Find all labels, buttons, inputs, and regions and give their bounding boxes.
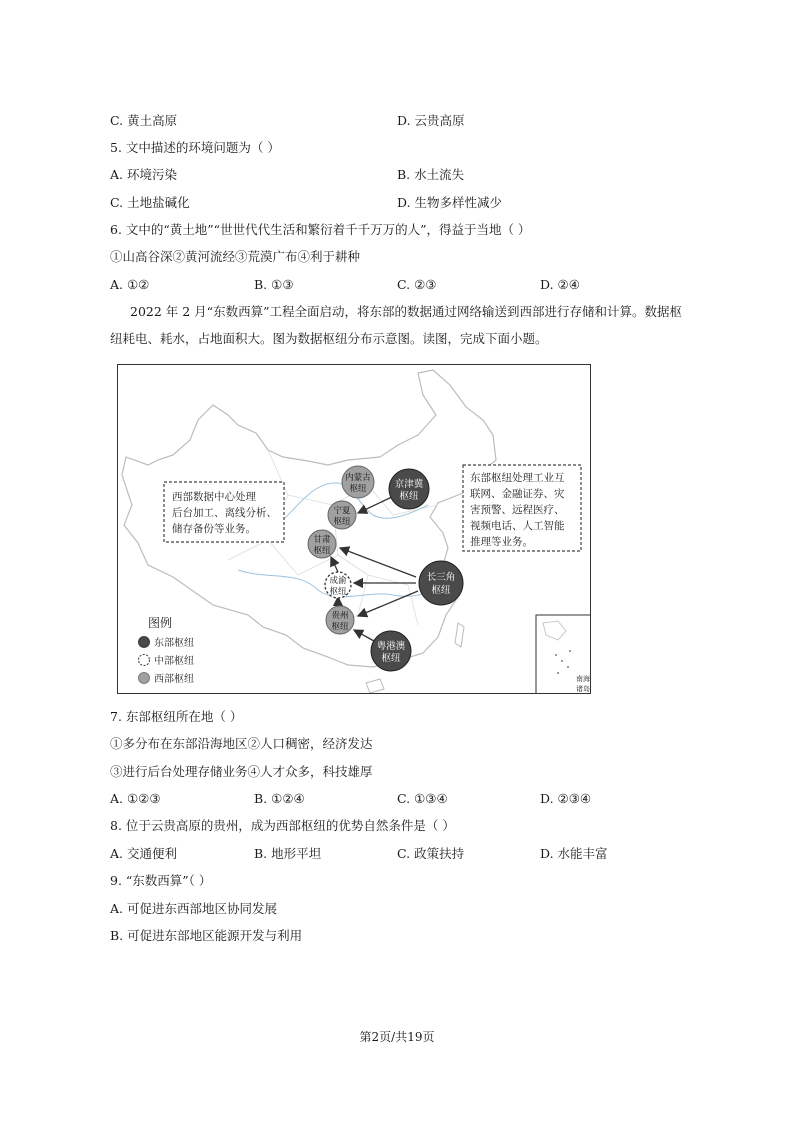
q5-option-d: D. 生物多样性减少 — [397, 195, 503, 210]
hub-changsanjiao — [419, 561, 463, 605]
q8-option-a: A. 交通便利 — [110, 846, 177, 861]
west-box-line-1: 西部数据中心处理 — [172, 491, 256, 503]
q6-stem: 6. 文中的“黄土地”“世世代代生活和繁衍着千千万万的人”，得益于当地（ ） — [110, 222, 531, 237]
hub-chengyu — [325, 572, 351, 598]
inset-label-line-1: 南海 — [576, 675, 590, 683]
hub-ningxia — [328, 501, 356, 529]
q6-option-c: C. ②③ — [397, 277, 437, 292]
taiwan-outline — [455, 623, 464, 647]
svg-text:贵州: 贵州 — [331, 611, 349, 621]
legend-east-label: 东部枢纽 — [154, 638, 194, 649]
q4-option-c: C. 黄土高原 — [110, 113, 178, 128]
south-china-sea-inset — [536, 615, 591, 694]
q7-option-a: A. ①②③ — [110, 791, 161, 806]
passage-line-1: 2022 年 2 月“东数西算”工程全面启动，将东部的数据通过网络输送到西部进行存储和计算。数据枢 — [130, 304, 682, 319]
q8-option-d: D. 水能丰富 — [540, 846, 608, 861]
svg-text:枢纽: 枢纽 — [313, 546, 331, 556]
arrow-jingjinji-to-ningxia — [358, 496, 394, 513]
q7-option-d: D. ②③④ — [540, 791, 592, 806]
east-box-line-2: 联网、金融证券、灾 — [470, 488, 565, 500]
inset-label-line-2: 诸岛 — [576, 685, 590, 693]
q4-option-d: D. 云贵高原 — [397, 113, 465, 128]
q7-items-1: ①多分布在东部沿海地区②人口稠密，经济发达 — [110, 736, 373, 751]
svg-text:粤港澳: 粤港澳 — [376, 641, 406, 652]
arrow-changsanjiao-to-gansu — [340, 548, 416, 577]
west-box-line-2: 后台加工、离线分析、 — [172, 507, 277, 519]
hub-yuegang — [371, 631, 411, 671]
legend-title: 图例 — [148, 616, 173, 630]
hub-guizhou — [326, 606, 354, 634]
svg-text:枢纽: 枢纽 — [349, 484, 367, 494]
page-footer: 第2页/共19页 — [359, 1030, 435, 1044]
legend-central-swatch — [139, 655, 150, 666]
q6-option-a: A. ①② — [110, 277, 150, 292]
legend-west-label: 西部枢纽 — [154, 674, 194, 685]
q8-option-c: C. 政策扶持 — [397, 846, 465, 861]
passage-line-2: 纽耗电、耗水，占地面积大。图为数据枢纽分布示意图。读图，完成下面小题。 — [110, 331, 548, 346]
hub-neimenggu — [342, 466, 374, 498]
svg-text:成渝: 成渝 — [329, 576, 347, 586]
q9-stem: 9. “东数西算”（ ） — [110, 873, 212, 888]
q9-option-a: A. 可促进东西部地区协同发展 — [110, 901, 277, 916]
hub-gansu — [308, 530, 336, 558]
q6-option-b: B. ①③ — [254, 277, 294, 292]
hub-jingjinji — [389, 469, 429, 509]
map-legend — [139, 615, 195, 685]
q6-items: ①山高谷深②黄河流经③荒漠广布④利于耕种 — [110, 249, 361, 264]
q7-option-c: C. ①③④ — [397, 791, 448, 806]
q5-stem: 5. 文中描述的环境问题为（ ） — [110, 140, 280, 155]
svg-text:枢纽: 枢纽 — [431, 585, 451, 596]
east-box-line-1: 东部枢纽处理工业互 — [470, 472, 565, 484]
legend-west-swatch — [139, 673, 150, 684]
q7-stem: 7. 东部枢纽所在地（ ） — [110, 709, 243, 724]
east-box-line-4: 视频电话、人工智能 — [470, 520, 565, 532]
legend-central-label: 中部枢纽 — [154, 656, 194, 667]
svg-text:枢纽: 枢纽 — [329, 587, 347, 597]
legend-east-swatch — [139, 637, 150, 648]
q7-option-b: B. ①②④ — [254, 791, 305, 806]
arrow-yuegang-to-guizhou — [354, 630, 374, 641]
q5-option-b: B. 水土流失 — [397, 167, 465, 182]
hainan-outline — [366, 679, 384, 693]
q9-option-b: B. 可促进东部地区能源开发与利用 — [110, 928, 303, 943]
svg-text:枢纽: 枢纽 — [381, 653, 401, 664]
arrow-chengyu-to-gansu — [331, 557, 338, 572]
east-box-line-3: 害预警、远程医疗、 — [470, 504, 565, 516]
q6-option-d: D. ②④ — [540, 277, 580, 292]
east-box-line-5: 推理等业务。 — [470, 536, 533, 548]
svg-text:枢纽: 枢纽 — [331, 622, 349, 632]
svg-text:内蒙古: 内蒙古 — [345, 473, 371, 483]
q8-stem: 8. 位于云贵高原的贵州，成为西部枢纽的优势自然条件是（ ） — [110, 818, 455, 833]
q8-option-b: B. 地形平坦 — [254, 846, 322, 861]
svg-text:宁夏: 宁夏 — [333, 506, 351, 516]
svg-text:甘肃: 甘肃 — [313, 535, 331, 545]
svg-text:枢纽: 枢纽 — [333, 517, 351, 527]
svg-text:京津冀: 京津冀 — [394, 479, 424, 490]
q7-items-2: ③进行后台处理存储业务④人才众多，科技雄厚 — [110, 764, 373, 779]
q5-option-a: A. 环境污染 — [110, 167, 177, 182]
data-hub-map — [117, 364, 591, 694]
west-box-line-3: 储存备份等业务。 — [172, 523, 256, 535]
q5-option-c: C. 土地盐碱化 — [110, 195, 190, 210]
svg-text:枢纽: 枢纽 — [399, 491, 419, 502]
map-svg — [118, 365, 591, 694]
svg-text:长三角: 长三角 — [426, 572, 456, 583]
